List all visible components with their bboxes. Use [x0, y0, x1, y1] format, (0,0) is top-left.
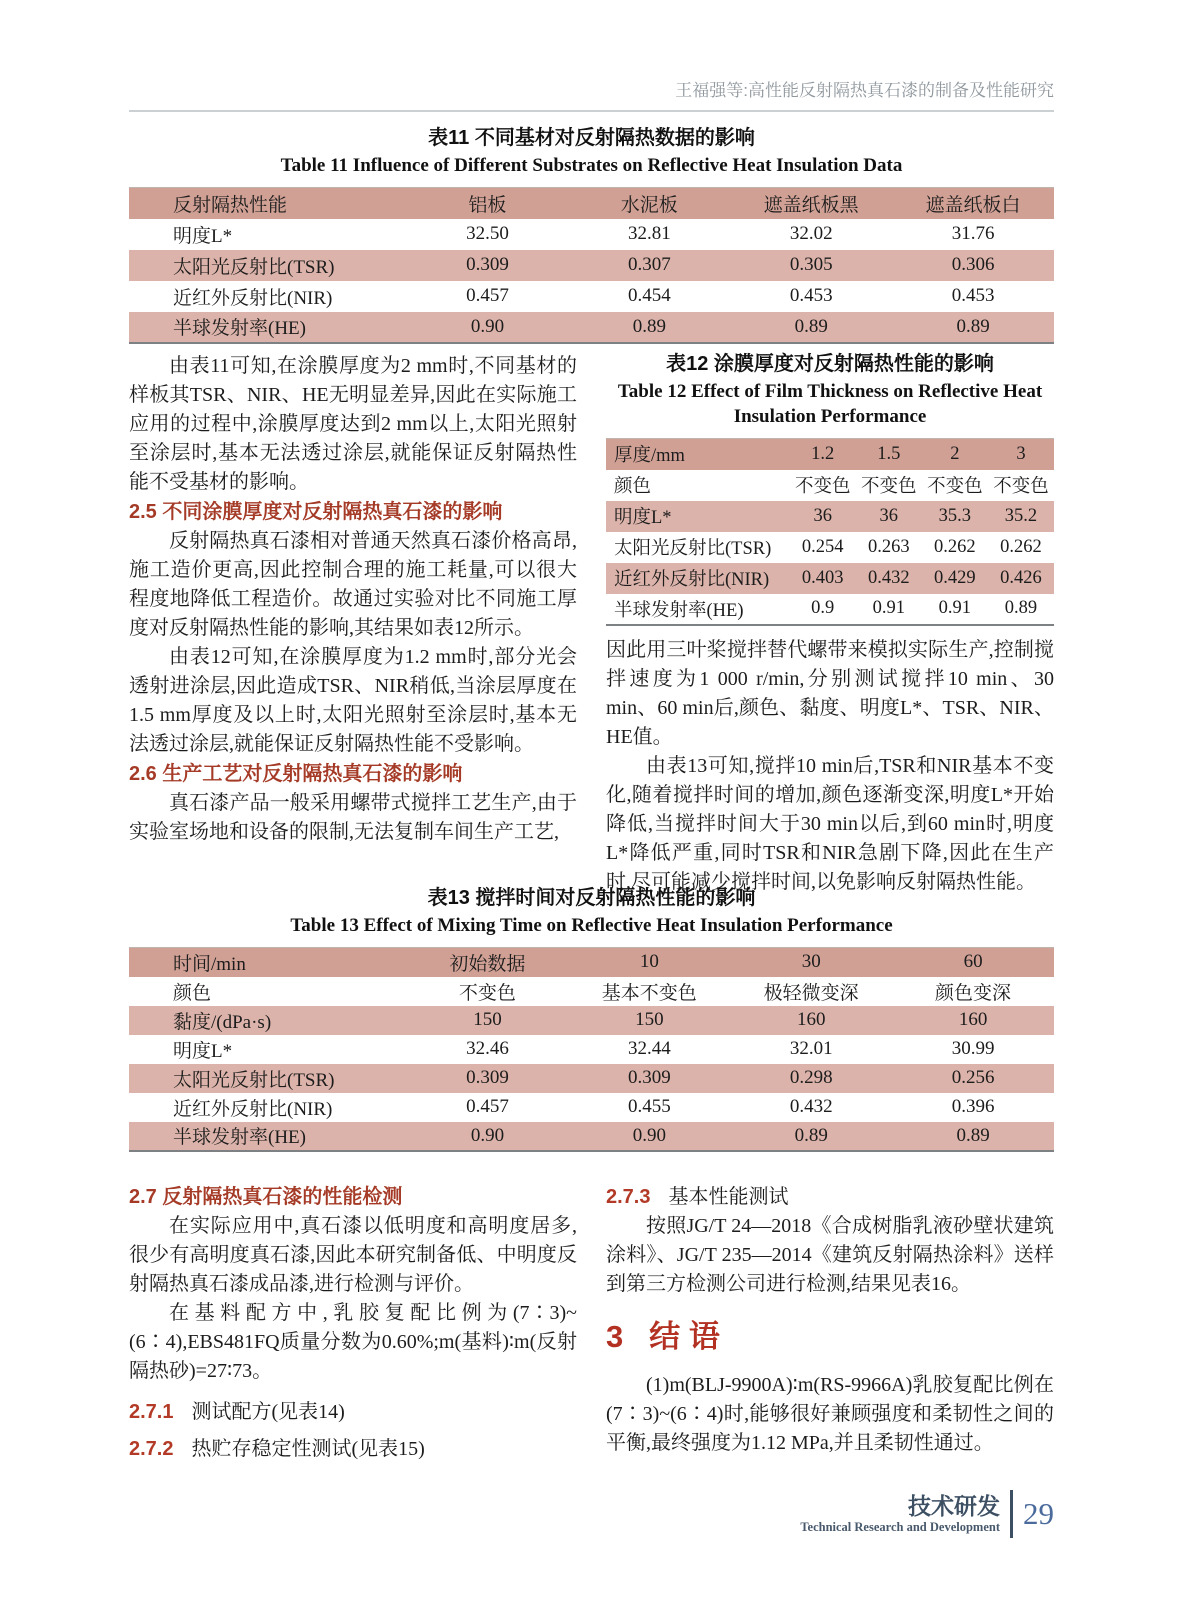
table-cell: 不变色: [407, 977, 569, 1006]
page-footer: [129, 1490, 1054, 1538]
section-2-7-2-heading: [129, 1431, 577, 1468]
table-cell: 不变色: [856, 470, 922, 501]
table-cell: 160: [730, 1006, 892, 1035]
table-cell: 0.457: [407, 1093, 569, 1122]
section-number: 2.7.1: [129, 1401, 174, 1423]
table-cell: 0.457: [407, 281, 569, 312]
table-cell: 0.91: [856, 594, 922, 625]
table-cell: 黏度/(dPa·s): [129, 1006, 407, 1035]
page-header: [129, 76, 1054, 112]
table-cell: 0.89: [730, 1122, 892, 1151]
table-cell: 32.81: [568, 219, 730, 250]
table-cell: 明度L*: [129, 219, 407, 250]
table-cell: 不变色: [922, 470, 988, 501]
table-cell: 0.89: [892, 312, 1054, 343]
table-row: [129, 1035, 1054, 1064]
table-cell: 30: [730, 948, 892, 977]
table-cell: 32.01: [730, 1035, 892, 1064]
table-cell: 0.432: [856, 563, 922, 594]
table-cell: 150: [568, 1006, 730, 1035]
section-number: 2.7.2: [129, 1438, 174, 1460]
table-cell: 0.309: [568, 1064, 730, 1093]
section-2-7-1-heading: [129, 1394, 577, 1431]
table-cell: 0.256: [892, 1064, 1054, 1093]
table-cell: 铝板: [407, 188, 569, 219]
table-cell: 反射隔热性能: [129, 188, 407, 219]
table-row: [129, 1093, 1054, 1122]
table-cell: 0.263: [856, 532, 922, 563]
table-cell: 明度L*: [606, 501, 790, 532]
table-cell: 半球发射率(HE): [129, 312, 407, 343]
table-cell: 遮盖纸板黑: [730, 188, 892, 219]
right-column: [606, 1182, 1054, 1468]
section-title: 结 语: [649, 1319, 720, 1354]
table-cell: 30.99: [892, 1035, 1054, 1064]
section-2-7-heading: 2.7 反射隔热真石漆的性能检测: [129, 1186, 403, 1208]
table-cell: 0.89: [892, 1122, 1054, 1151]
table-cell: 0.455: [568, 1093, 730, 1122]
table-cell: 太阳光反射比(TSR): [129, 250, 407, 281]
table-row: [606, 439, 1054, 470]
table-cell: 32.02: [730, 219, 892, 250]
paragraph: 由表12可知,在涂膜厚度为1.2 mm时,部分光会透射进涂层,因此造成TSR、NIR稍低,当涂层厚度在1.5 mm厚度及以上时,太阳光照射至涂层时,基本无法透过涂层,就能保证反射隔热性能不受影响。: [129, 646, 577, 755]
lower-two-column-region: [129, 1182, 1054, 1468]
table13-block: [129, 886, 1054, 1152]
section-2-7-3-heading: [606, 1182, 1054, 1212]
table-cell: 36: [790, 501, 856, 532]
table-cell: 0.91: [922, 594, 988, 625]
paragraph: 在实际应用中,真石漆以低明度和高明度居多,很少有高明度真石漆,因此本研究制备低、中明度反射隔热真石漆成品漆,进行检测与评价。: [129, 1215, 577, 1295]
table-cell: 0.262: [922, 532, 988, 563]
table13-title-en: Table 13 Effect of Mixing Time on Reflective Heat Insulation Performance: [290, 915, 893, 936]
table-cell: 厚度/mm: [606, 439, 790, 470]
section-number: 2.7.3: [606, 1186, 651, 1208]
table-row: [606, 532, 1054, 563]
section-3-heading: [606, 1315, 1054, 1359]
table-cell: 32.46: [407, 1035, 569, 1064]
table-cell: 0.453: [730, 281, 892, 312]
table-cell: 0.89: [730, 312, 892, 343]
table13-title-cn: 表13 搅拌时间对反射隔热性能的影响: [427, 887, 756, 909]
table-cell: 太阳光反射比(TSR): [606, 532, 790, 563]
table-cell: 35.2: [988, 501, 1054, 532]
table-cell: 0.396: [892, 1093, 1054, 1122]
table-cell: 1.2: [790, 439, 856, 470]
table-cell: 0.453: [892, 281, 1054, 312]
table-cell: 颜色: [129, 977, 407, 1006]
table-cell: 近红外反射比(NIR): [606, 563, 790, 594]
section-title: 基本性能测试: [668, 1186, 789, 1208]
table-cell: 0.307: [568, 250, 730, 281]
table-row: [606, 594, 1054, 625]
table-cell: 颜色变深: [892, 977, 1054, 1006]
table-row: [129, 188, 1054, 219]
section-title: 热贮存稳定性测试(见表15): [191, 1438, 425, 1460]
table-cell: 0.298: [730, 1064, 892, 1093]
table-row: [129, 1064, 1054, 1093]
page-number: 29: [1023, 1496, 1054, 1531]
paragraph: 真石漆产品一般采用螺带式搅拌工艺生产,由于实验室场地和设备的限制,无法复制车间生产工艺,: [129, 792, 577, 843]
table11: [129, 187, 1054, 344]
table11-block: [129, 126, 1054, 344]
footer-section-en: Technical Research and Development: [800, 1520, 1000, 1534]
running-title: 王福强等:高性能反射隔热真石漆的制备及性能研究: [675, 81, 1054, 100]
table-row: [129, 250, 1054, 281]
table-row: [606, 501, 1054, 532]
section-number: 3: [606, 1319, 624, 1354]
table13: [129, 947, 1054, 1152]
table-row: [129, 281, 1054, 312]
table-cell: 不变色: [790, 470, 856, 501]
table-cell: 0.426: [988, 563, 1054, 594]
section-title: 测试配方(见表14): [191, 1401, 345, 1423]
table-cell: 初始数据: [407, 948, 569, 977]
table-cell: 颜色: [606, 470, 790, 501]
table-cell: 10: [568, 948, 730, 977]
table-cell: 0.262: [988, 532, 1054, 563]
right-column: [606, 352, 1054, 897]
table-cell: 0.90: [568, 1122, 730, 1151]
table-cell: 基本不变色: [568, 977, 730, 1006]
table-cell: 36: [856, 501, 922, 532]
table-cell: 0.89: [568, 312, 730, 343]
table-cell: 极轻微变深: [730, 977, 892, 1006]
left-column: [129, 1182, 577, 1468]
table-cell: 0.9: [790, 594, 856, 625]
paragraph: 因此用三叶桨搅拌替代螺带来模拟实际生产,控制搅拌速度为1 000 r/min,分别测试搅拌10 min、30 min、60 min后,颜色、黏度、明度L*、TSR、NIR、HE值。: [606, 638, 1054, 748]
paragraph: 由表11可知,在涂膜厚度为2 mm时,不同基材的样板其TSR、NIR、HE无明显差异,因此在实际施工应用的过程中,涂膜厚度达到2 mm以上,太阳光照射至涂层时,基本无法透过涂层,就能保证反射隔热性能不受基材的影响。: [129, 355, 577, 493]
section-2-6-heading: 2.6 生产工艺对反射隔热真石漆的影响: [129, 763, 463, 785]
table-cell: 0.309: [407, 250, 569, 281]
table-row: [606, 563, 1054, 594]
table-cell: 0.432: [730, 1093, 892, 1122]
paragraph: 按照JG/T 24—2018《合成树脂乳液砂壁状建筑涂料》、JG/T 235—2014《建筑反射隔热涂料》送样到第三方检测公司进行检测,结果见表16。: [606, 1215, 1054, 1295]
table-cell: 0.454: [568, 281, 730, 312]
table-cell: 32.44: [568, 1035, 730, 1064]
table-row: [129, 312, 1054, 343]
table-cell: 0.89: [988, 594, 1054, 625]
table-row: [129, 1122, 1054, 1151]
table-cell: 0.403: [790, 563, 856, 594]
table-row: [606, 470, 1054, 501]
table-cell: 水泥板: [568, 188, 730, 219]
table-cell: 0.90: [407, 312, 569, 343]
table-cell: 0.306: [892, 250, 1054, 281]
table-cell: 60: [892, 948, 1054, 977]
table11-title-en: Table 11 Influence of Different Substrates on Reflective Heat Insulation Data: [280, 155, 903, 176]
table-row: [129, 977, 1054, 1006]
table-cell: 近红外反射比(NIR): [129, 1093, 407, 1122]
left-column: [129, 352, 577, 897]
table-cell: 3: [988, 439, 1054, 470]
table-cell: 0.254: [790, 532, 856, 563]
table-cell: 2: [922, 439, 988, 470]
table-cell: 1.5: [856, 439, 922, 470]
table-cell: 0.305: [730, 250, 892, 281]
table-cell: 0.90: [407, 1122, 569, 1151]
table-cell: 半球发射率(HE): [606, 594, 790, 625]
paragraph: 反射隔热真石漆相对普通天然真石漆价格高昂,施工造价更高,因此控制合理的施工耗量,可以很大程度地降低工程造价。故通过实验对比不同施工厚度对反射隔热性能的影响,其结果如表12所示。: [129, 530, 577, 639]
table12-title-en: Table 12 Effect of Film Thickness on Reflective Heat Insulation Performance: [617, 381, 1043, 427]
table-row: [129, 948, 1054, 977]
table-cell: 太阳光反射比(TSR): [129, 1064, 407, 1093]
table-cell: 160: [892, 1006, 1054, 1035]
paragraph: 在基料配方中,乳胶复配比例为(7∶3)~(6∶4),EBS481FQ质量分数为0.60%;m(基料)∶m(反射隔热砂)=27∶73。: [129, 1302, 577, 1382]
table-cell: 31.76: [892, 219, 1054, 250]
table-cell: 0.309: [407, 1064, 569, 1093]
table-row: [129, 1006, 1054, 1035]
table-cell: 不变色: [988, 470, 1054, 501]
table-cell: 遮盖纸板白: [892, 188, 1054, 219]
upper-two-column-region: [129, 352, 1054, 897]
table12-block: [606, 352, 1054, 626]
table-cell: 35.3: [922, 501, 988, 532]
footer-section-label: [800, 1493, 1010, 1535]
footer-section-cn: 技术研发: [908, 1493, 1000, 1519]
table-cell: 明度L*: [129, 1035, 407, 1064]
table-cell: 半球发射率(HE): [129, 1122, 407, 1151]
table-cell: 0.429: [922, 563, 988, 594]
section-2-5-heading: 2.5 不同涂膜厚度对反射隔热真石漆的影响: [129, 501, 503, 523]
table11-title-cn: 表11 不同基材对反射隔热数据的影响: [428, 127, 755, 149]
table-cell: 150: [407, 1006, 569, 1035]
table12: [606, 438, 1054, 626]
table12-title-cn: 表12 涂膜厚度对反射隔热性能的影响: [666, 353, 994, 375]
table-cell: 时间/min: [129, 948, 407, 977]
paragraph: 由表13可知,搅拌10 min后,TSR和NIR基本不变化,随着搅拌时间的增加,颜色逐渐变深,明度L*开始降低,当搅拌时间大于30 min以后,到60 min时,明度L*降低严重,同时TSR和NIR急剧下降,因此在生产时,尽可能减少搅拌时间,以免影响反射隔热性能。: [606, 754, 1054, 893]
table-cell: 32.50: [407, 219, 569, 250]
table-cell: 近红外反射比(NIR): [129, 281, 407, 312]
paragraph: (1)m(BLJ-9900A)∶m(RS-9966A)乳胶复配比例在(7∶3)~(6∶4)时,能够很好兼顾强度和柔韧性之间的平衡,最终强度为1.12 MPa,并且柔韧性通过。: [606, 1374, 1054, 1454]
table-row: [129, 219, 1054, 250]
